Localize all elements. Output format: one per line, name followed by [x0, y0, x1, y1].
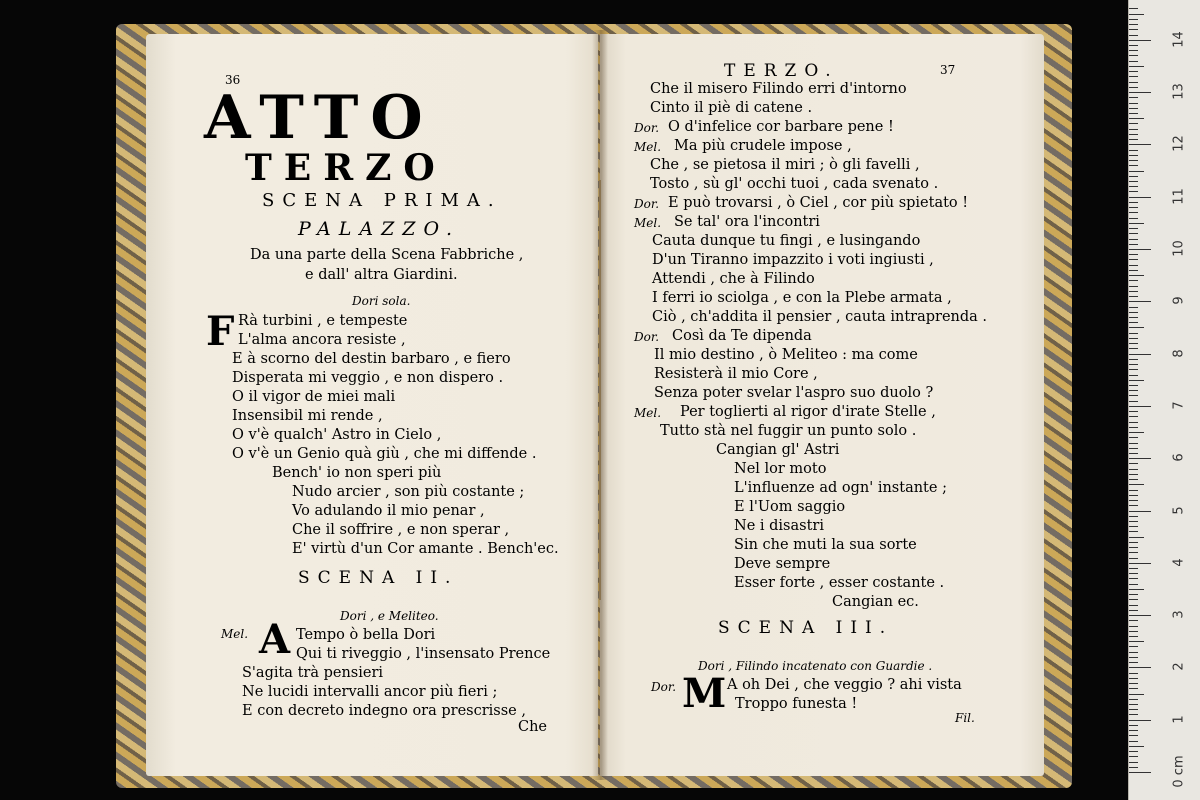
ruler-tick: [1129, 160, 1138, 161]
ruler-label: 8: [1171, 348, 1187, 358]
ruler-tick: [1129, 458, 1151, 459]
ruler-tick: [1129, 118, 1144, 119]
ruler-tick: [1129, 103, 1138, 104]
catchword: Fil.: [955, 711, 975, 725]
speaker-abbrev: Dor.: [634, 330, 660, 344]
ruler-label: 12: [1171, 135, 1187, 153]
ruler-tick: [1129, 165, 1138, 166]
ruler-label: 5: [1171, 505, 1187, 515]
verse-line: Cinto il piè di catene .: [650, 100, 813, 116]
verse-line: S'agita trà pensieri: [242, 665, 384, 681]
catchword: Che: [518, 719, 548, 735]
ruler-tick: [1129, 275, 1144, 276]
ruler-tick: [1129, 191, 1138, 192]
ruler-tick: [1129, 667, 1151, 668]
ruler-tick: [1129, 730, 1138, 731]
ruler-tick: [1129, 406, 1151, 407]
verse-line: A oh Dei , che veggio ? ahi vista: [727, 677, 962, 693]
verse-line: Che il soffrire , e non sperar ,: [292, 522, 510, 538]
ruler-tick: [1129, 207, 1138, 208]
right-page-number: 37: [940, 63, 956, 77]
verse-line: E può trovarsi , ò Ciel , cor più spietato !: [668, 195, 969, 211]
ruler-tick: [1129, 19, 1138, 20]
ruler-tick: [1129, 537, 1144, 538]
aria-line: Sin che muti la sua sorte: [734, 537, 917, 553]
drop-capital-A: A: [259, 616, 291, 663]
ruler-tick: [1129, 605, 1138, 606]
ruler-tick: [1129, 14, 1144, 15]
ruler-tick: [1129, 516, 1138, 517]
scene3-speakers: Dori , Filindo incatenato con Guardie .: [698, 659, 933, 673]
ruler-tick: [1129, 150, 1138, 151]
ruler-tick: [1129, 484, 1144, 485]
ruler-tick: [1129, 505, 1138, 506]
ruler-tick: [1129, 66, 1144, 67]
ruler-tick: [1129, 547, 1138, 548]
verse-line: O v'è qualch' Astro in Cielo ,: [232, 427, 442, 443]
act-subtitle: TERZO: [245, 147, 447, 189]
ruler-tick: [1129, 694, 1144, 695]
ruler-tick: [1129, 97, 1138, 98]
ruler-tick: [1129, 375, 1138, 376]
ruler-tick: [1129, 568, 1138, 569]
speaker-abbrev: Dor.: [634, 197, 660, 211]
ruler-tick: [1129, 380, 1144, 381]
ruler-tick: [1129, 92, 1151, 93]
ruler-tick: [1129, 280, 1138, 281]
ruler-tick: [1129, 61, 1138, 62]
verse-line: Ne lucidi intervalli ancor più fieri ;: [242, 684, 498, 700]
verse-line: E à scorno del destin barbaro , e fiero: [232, 351, 511, 367]
scene1-desc-1: Da una parte della Scena Fabbriche ,: [250, 247, 524, 263]
verse-line: Tutto stà nel fuggir un punto solo .: [660, 423, 917, 439]
ruler-tick: [1129, 134, 1138, 135]
scene3-heading: SCENA III.: [718, 618, 894, 638]
verse-line: Tempo ò bella Dori: [296, 627, 436, 643]
ruler-tick: [1129, 82, 1138, 83]
verse-line: Nudo arcier , son più costante ;: [292, 484, 525, 500]
aria-line: E l'Uom saggio: [734, 499, 846, 515]
ruler-tick: [1129, 741, 1138, 742]
ruler-tick: [1129, 490, 1138, 491]
ruler-tick: [1129, 762, 1138, 763]
drop-capital-F: F: [206, 308, 235, 355]
ruler-tick: [1129, 369, 1138, 370]
ruler-tick: [1129, 443, 1138, 444]
ruler-tick: [1129, 437, 1138, 438]
verse-line: Attendi , che à Filindo: [652, 271, 815, 287]
ruler-tick: [1129, 228, 1138, 229]
ruler-tick: [1129, 348, 1138, 349]
verse-line: L'alma ancora resiste ,: [238, 332, 406, 348]
ruler-label: 4: [1171, 558, 1187, 567]
ruler-tick: [1129, 8, 1138, 9]
scene2-heading: SCENA II.: [298, 568, 459, 588]
ruler-tick: [1129, 40, 1151, 41]
ruler-tick: [1129, 108, 1138, 109]
verse-line: Tosto , sù gl' occhi tuoi , cada svenato .: [650, 176, 939, 192]
ruler-tick: [1129, 55, 1138, 56]
ruler-tick: [1129, 673, 1138, 674]
ruler-tick: [1129, 641, 1144, 642]
ruler-tick: [1129, 139, 1138, 140]
verse-line: Bench' io non speri più: [272, 465, 442, 481]
ruler-tick: [1129, 307, 1138, 308]
ruler-tick: [1129, 259, 1138, 260]
verse-line: I ferri io sciolga , e con la Plebe armata ,: [652, 290, 952, 306]
ruler-tick: [1129, 35, 1138, 36]
verse-line: Ma più crudele impose ,: [674, 138, 852, 154]
verse-line: O d'infelice cor barbare pene !: [668, 119, 894, 135]
ruler-tick: [1129, 704, 1138, 705]
verse-line: E con decreto indegno ora prescrisse ,: [242, 703, 526, 719]
ruler-label: 0 cm: [1171, 755, 1187, 788]
ruler-tick: [1129, 646, 1138, 647]
ruler-tick: [1129, 291, 1138, 292]
ruler-tick: [1129, 29, 1138, 30]
ruler-tick: [1129, 662, 1138, 663]
ruler-tick: [1129, 751, 1138, 752]
ruler-tick: [1129, 359, 1138, 360]
measurement-ruler: [1128, 0, 1200, 800]
verse-line: Disperata mi veggio , e non dispero .: [232, 370, 504, 386]
ruler-tick: [1129, 615, 1151, 616]
verse-line: E' virtù d'un Cor amante . Bench'ec.: [292, 541, 559, 557]
ruler-tick: [1129, 327, 1144, 328]
verse-line: Qui ti riveggio , l'insensato Prence: [296, 646, 551, 662]
ruler-tick: [1129, 563, 1151, 564]
ruler-tick: [1129, 709, 1138, 710]
aria-line: Cangian gl' Astri: [716, 442, 840, 458]
aria-line: L'influenze ad ogn' instante ;: [734, 480, 947, 496]
ruler-tick: [1129, 129, 1138, 130]
ruler-tick: [1129, 87, 1138, 88]
verse-line: D'un Tiranno impazzito i voti ingiusti ,: [652, 252, 934, 268]
ruler-tick: [1129, 683, 1138, 684]
ruler-tick: [1129, 343, 1138, 344]
ruler-tick: [1129, 573, 1138, 574]
ruler-tick: [1129, 45, 1138, 46]
ruler-tick: [1129, 416, 1138, 417]
aria-refrain: Cangian ec.: [832, 594, 919, 610]
ruler-tick: [1129, 411, 1138, 412]
ruler-tick: [1129, 171, 1144, 172]
act-title: ATTO: [204, 83, 435, 153]
verse-line: Rà turbini , e tempeste: [238, 313, 408, 329]
ruler-tick: [1129, 521, 1138, 522]
ruler-tick: [1129, 422, 1138, 423]
ruler-tick: [1129, 495, 1138, 496]
ruler-tick: [1129, 265, 1138, 266]
ruler-tick: [1129, 296, 1138, 297]
verse-line: Insensibil mi rende ,: [232, 408, 383, 424]
ruler-tick: [1129, 652, 1138, 653]
ruler-tick: [1129, 223, 1144, 224]
ruler-tick: [1129, 322, 1138, 323]
ruler-tick: [1129, 542, 1138, 543]
ruler-tick: [1129, 338, 1138, 339]
ruler-tick: [1129, 526, 1138, 527]
ruler-tick: [1129, 385, 1138, 386]
ruler-tick: [1129, 500, 1138, 501]
ruler-label: 6: [1171, 453, 1187, 462]
ruler-tick: [1129, 76, 1138, 77]
ruler-tick: [1129, 610, 1138, 611]
ruler-tick: [1129, 354, 1151, 355]
ruler-tick: [1129, 202, 1138, 203]
verse-line: Che , se pietosa il miri ; ò gli favelli ,: [650, 157, 920, 173]
ruler-tick: [1129, 212, 1138, 213]
ruler-tick: [1129, 249, 1151, 250]
ruler-tick: [1129, 244, 1138, 245]
scene1-place: PALAZZO.: [298, 218, 461, 240]
aria-line: Ne i disastri: [734, 518, 824, 534]
ruler-tick: [1129, 725, 1138, 726]
verse-line: Resisterà il mio Core ,: [654, 366, 818, 382]
ruler-tick: [1129, 767, 1138, 768]
ruler-tick: [1129, 301, 1151, 302]
speaker-abbrev: Dor.: [634, 121, 660, 135]
ruler-label: 1: [1171, 715, 1187, 724]
verse-line: Troppo funesta !: [735, 696, 858, 712]
ruler-tick: [1129, 620, 1138, 621]
ruler-tick: [1129, 286, 1138, 287]
verse-line: O v'è un Genio quà giù , che mi diffende .: [232, 446, 537, 462]
ruler-tick: [1129, 24, 1138, 25]
ruler-label: 7: [1171, 401, 1187, 410]
ruler-tick: [1129, 390, 1138, 391]
ruler-label: 14: [1171, 31, 1187, 48]
ruler-tick: [1129, 239, 1138, 240]
ruler-tick: [1129, 558, 1138, 559]
ruler-tick: [1129, 474, 1138, 475]
ruler-tick: [1129, 552, 1138, 553]
ruler-tick: [1129, 453, 1138, 454]
ruler-label: 3: [1171, 610, 1187, 619]
speaker-abbrev: Mel.: [634, 216, 662, 230]
ruler-tick: [1129, 511, 1151, 512]
ruler-tick: [1129, 714, 1138, 715]
ruler-tick: [1129, 631, 1138, 632]
ruler-tick: [1129, 531, 1138, 532]
ruler-tick: [1129, 578, 1138, 579]
ruler-tick: [1129, 688, 1138, 689]
verse-line: Vo adulando il mio penar ,: [292, 503, 485, 519]
ruler-tick: [1129, 594, 1138, 595]
ruler-tick: [1129, 233, 1138, 234]
aria-line: Deve sempre: [734, 556, 831, 572]
running-header: TERZO.: [724, 61, 839, 81]
ruler-tick: [1129, 584, 1138, 585]
verse-line: Così da Te dipenda: [672, 328, 812, 344]
scene2-abbrev: Mel.: [221, 627, 249, 641]
ruler-tick: [1129, 720, 1151, 721]
verse-line: Per toglierti al rigor d'irate Stelle ,: [680, 404, 936, 420]
ruler-tick: [1129, 772, 1151, 773]
ruler-tick: [1129, 312, 1138, 313]
left-page-number: 36: [225, 73, 241, 87]
ruler-tick: [1129, 144, 1151, 145]
ruler-tick: [1129, 181, 1138, 182]
ruler-tick: [1129, 197, 1151, 198]
ruler-tick: [1129, 113, 1138, 114]
ruler-tick: [1129, 589, 1144, 590]
verse-line: Senza poter svelar l'aspro suo duolo ?: [654, 385, 934, 401]
binding-thread: [599, 180, 601, 600]
ruler-tick: [1129, 699, 1138, 700]
ruler-label: 11: [1171, 187, 1187, 205]
verse-line: Il mio destino , ò Meliteo : ma come: [654, 347, 918, 363]
ruler-tick: [1129, 123, 1138, 124]
ruler-label: 13: [1171, 83, 1187, 100]
speaker-abbrev: Mel.: [634, 140, 662, 154]
ruler-label: 10: [1171, 240, 1187, 257]
ruler-label: 9: [1171, 296, 1187, 305]
drop-capital-M: M: [682, 670, 727, 717]
ruler-tick: [1129, 636, 1138, 637]
ruler-tick: [1129, 254, 1138, 255]
ruler-tick: [1129, 657, 1138, 658]
ruler-tick: [1129, 364, 1138, 365]
verse-line: Se tal' ora l'incontri: [674, 214, 820, 230]
ruler-tick: [1129, 479, 1138, 480]
aria-line: Nel lor moto: [734, 461, 827, 477]
ruler-tick: [1129, 469, 1138, 470]
ruler-tick: [1129, 432, 1144, 433]
ruler-label: 2: [1171, 662, 1187, 672]
ruler-tick: [1129, 50, 1138, 51]
ruler-tick: [1129, 395, 1138, 396]
ruler-tick: [1129, 756, 1138, 757]
scene1-desc-2: e dall' altra Giardini.: [305, 267, 458, 283]
ruler-tick: [1129, 448, 1138, 449]
ruler-tick: [1129, 735, 1138, 736]
scene2-speakers: Dori , e Meliteo.: [340, 609, 439, 623]
speaker-abbrev: Mel.: [634, 406, 662, 420]
ruler-tick: [1129, 317, 1138, 318]
ruler-tick: [1129, 176, 1138, 177]
ruler-tick: [1129, 401, 1138, 402]
ruler-tick: [1129, 746, 1144, 747]
ruler-tick: [1129, 186, 1138, 187]
ruler-tick: [1129, 626, 1138, 627]
ruler-tick: [1129, 270, 1138, 271]
ruler-tick: [1129, 463, 1138, 464]
ruler-tick: [1129, 333, 1138, 334]
ruler-tick: [1129, 155, 1138, 156]
verse-line: O il vigor de miei mali: [232, 389, 396, 405]
scene1-speaker: Dori sola.: [352, 294, 411, 308]
verse-line: Cauta dunque tu fingi , e lusingando: [652, 233, 921, 249]
ruler-tick: [1129, 599, 1138, 600]
verse-line: Ciò , ch'addita il pensier , cauta intraprenda .: [652, 309, 988, 325]
ruler-tick: [1129, 218, 1138, 219]
ruler-tick: [1129, 678, 1138, 679]
aria-line: Esser forte , esser costante .: [734, 575, 945, 591]
scene1-heading: SCENA PRIMA.: [262, 190, 502, 211]
verse-line: Che il misero Filindo erri d'intorno: [650, 81, 907, 97]
scene3-abbrev: Dor.: [651, 680, 677, 694]
ruler-tick: [1129, 427, 1138, 428]
ruler-tick: [1129, 71, 1138, 72]
